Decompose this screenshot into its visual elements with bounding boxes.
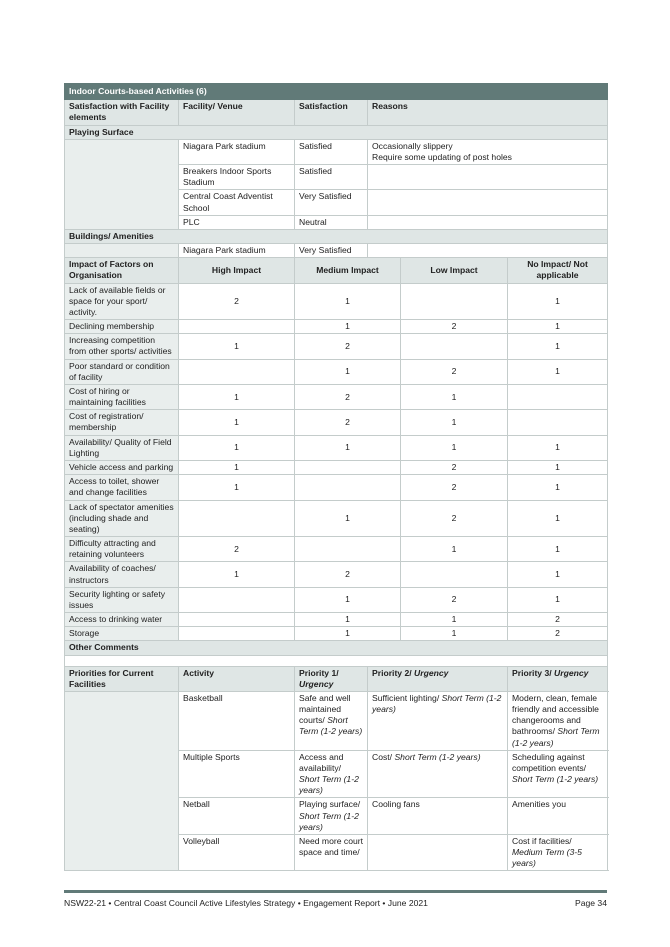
low-impact-count: 1	[401, 627, 508, 641]
impact-factor: Cost of registration/ membership	[65, 410, 179, 435]
no-impact-count: 1	[508, 460, 608, 474]
medium-impact-count: 1	[295, 627, 401, 641]
satisfaction-value: Very Satisfied	[295, 190, 368, 215]
blank-label-cell	[65, 139, 179, 229]
blank-label-cell	[65, 244, 179, 258]
impact-factor: Lack of spectator amenities (including shade and seating)	[65, 500, 179, 537]
medium-impact-count: 2	[295, 384, 401, 409]
no-impact-count: 1	[508, 359, 608, 384]
high-impact-count: 1	[179, 435, 295, 460]
low-impact-count: 1	[401, 537, 508, 562]
no-impact-count: 1	[508, 283, 608, 320]
high-impact-count	[179, 613, 295, 627]
low-impact-count: 2	[401, 475, 508, 500]
impact-factor: Cost of hiring or maintaining facilities	[65, 384, 179, 409]
priority-1-text: Playing surface/	[299, 799, 361, 810]
priority-1-header-em: Urgency	[299, 678, 334, 689]
no-impact-count: 1	[508, 334, 608, 359]
low-impact-count: 1	[401, 613, 508, 627]
priority-2-header-em: Urgency	[414, 667, 449, 678]
medium-impact-count	[295, 460, 401, 474]
high-impact-count: 1	[179, 475, 295, 500]
low-impact-count: 2	[401, 359, 508, 384]
low-impact-count: 2	[401, 500, 508, 537]
table-title-row	[65, 84, 608, 100]
impact-row	[65, 460, 608, 474]
no-impact-count: 1	[508, 435, 608, 460]
satisfaction-level-header: Satisfaction	[295, 100, 368, 125]
no-impact-count: 1	[508, 500, 608, 537]
activity-name: Basketball	[179, 691, 295, 750]
activity-name: Volleyball	[179, 834, 295, 871]
impact-factor: Increasing competition from other sports/ activities	[65, 334, 179, 359]
buildings-row	[65, 229, 608, 243]
satisfaction-header-row	[65, 100, 608, 125]
spacer-row	[65, 655, 608, 666]
medium-impact-header: Medium Impact	[295, 258, 401, 283]
impact-factor: Vehicle access and parking	[65, 460, 179, 474]
priority-3-header-em: Urgency	[554, 667, 589, 678]
priority-1-header-text: Priority 1/	[299, 667, 339, 678]
impact-row	[65, 334, 608, 359]
venue-name: Breakers Indoor Sports Stadium	[179, 165, 295, 190]
priority-1-cell	[295, 798, 368, 835]
high-impact-count	[179, 359, 295, 384]
venue-name: PLC	[179, 215, 295, 229]
buildings-venue-row	[65, 244, 608, 258]
no-impact-count: 2	[508, 627, 608, 641]
venue-header: Facility/ Venue	[179, 100, 295, 125]
blank-label-cell	[65, 691, 179, 871]
impact-row	[65, 435, 608, 460]
priority-1-cell	[295, 834, 368, 871]
priority-3-header-text: Priority 3/	[512, 667, 555, 678]
high-impact-count: 1	[179, 410, 295, 435]
satisfaction-value: Very Satisfied	[295, 244, 368, 258]
impact-factor: Difficulty attracting and retaining volunteers	[65, 537, 179, 562]
high-impact-count: 2	[179, 283, 295, 320]
satisfaction-header: Satisfaction with Facility elements	[65, 100, 179, 125]
impact-factor: Access to drinking water	[65, 613, 179, 627]
buildings-label: Buildings/ Amenities	[65, 229, 608, 243]
high-impact-count: 1	[179, 562, 295, 587]
reasons-cell	[368, 244, 608, 258]
priority-2-cell	[368, 834, 508, 871]
no-impact-count: 1	[508, 475, 608, 500]
low-impact-count	[401, 334, 508, 359]
venue-name: Central Coast Adventist School	[179, 190, 295, 215]
reason-text: Require some updating of post holes	[372, 151, 512, 162]
impact-row	[65, 359, 608, 384]
impact-row	[65, 500, 608, 537]
no-impact-count: 1	[508, 562, 608, 587]
low-impact-count: 1	[401, 384, 508, 409]
impact-factor-header: Impact of Factors on Organisation	[65, 258, 179, 283]
medium-impact-count: 1	[295, 613, 401, 627]
priority-2-text: Cost/	[372, 751, 395, 762]
activity-name: Multiple Sports	[179, 750, 295, 798]
priority-3-text: Cost if facilities/	[512, 835, 572, 846]
satisfaction-value: Neutral	[295, 215, 368, 229]
high-impact-count	[179, 320, 295, 334]
report-sheet	[64, 83, 607, 871]
no-impact-count	[508, 410, 608, 435]
low-impact-count: 2	[401, 587, 508, 612]
impact-factor: Availability of coaches/ instructors	[65, 562, 179, 587]
priority-row	[65, 691, 608, 750]
low-impact-count: 1	[401, 410, 508, 435]
priority-2-term: Short Term (1-2 years)	[372, 692, 502, 715]
venue-name: Niagara Park stadium	[179, 139, 295, 164]
low-impact-count: 1	[401, 435, 508, 460]
priority-3-cell	[508, 798, 608, 835]
impact-factor: Lack of available fields or space for your sport/ activity.	[65, 283, 179, 320]
no-impact-count	[508, 384, 608, 409]
reasons-cell	[368, 190, 608, 215]
reason-text: Occasionally slippery	[372, 140, 453, 151]
priorities-header-row	[65, 666, 608, 691]
indoor-courts-table	[64, 83, 608, 871]
high-impact-count: 2	[179, 537, 295, 562]
priority-1-text: Need more court space and time/	[299, 835, 364, 858]
priority-2-header	[368, 666, 508, 691]
medium-impact-count	[295, 475, 401, 500]
venue-name: Niagara Park stadium	[179, 244, 295, 258]
priority-2-term: Short Term (1-2 years)	[394, 751, 481, 762]
priority-2-cell	[368, 691, 508, 750]
priority-3-header	[508, 666, 608, 691]
high-impact-count	[179, 500, 295, 537]
high-impact-count: 1	[179, 334, 295, 359]
low-impact-count	[401, 283, 508, 320]
medium-impact-count: 1	[295, 359, 401, 384]
medium-impact-count: 2	[295, 562, 401, 587]
priority-3-term: Medium Term (3-5 years)	[512, 847, 582, 869]
low-impact-count	[401, 562, 508, 587]
priority-3-term: Short Term (1-2 years)	[512, 774, 599, 785]
priority-3-cell	[508, 691, 608, 750]
priority-1-text: Access and availability/	[299, 751, 344, 773]
priority-3-text: Scheduling against competition events/	[512, 751, 587, 773]
satisfaction-value: Satisfied	[295, 139, 368, 164]
priority-1-term: Short Term (1-2 years)	[299, 774, 359, 796]
high-impact-header: High Impact	[179, 258, 295, 283]
page-footer	[64, 890, 607, 909]
activity-header: Activity	[179, 666, 295, 691]
no-impact-count: 1	[508, 537, 608, 562]
impact-factor: Access to toilet, shower and change facilities	[65, 475, 179, 500]
playing-surface-row	[65, 125, 608, 139]
impact-row	[65, 562, 608, 587]
impact-row	[65, 613, 608, 627]
priority-2-text: Sufficient lighting/	[372, 692, 442, 703]
impact-row	[65, 475, 608, 500]
low-impact-count: 2	[401, 460, 508, 474]
medium-impact-count: 1	[295, 320, 401, 334]
priority-1-header	[295, 666, 368, 691]
medium-impact-count: 1	[295, 283, 401, 320]
priority-2-cell	[368, 798, 508, 835]
priority-1-text: Safe and well maintained courts/	[299, 692, 351, 726]
impact-factor: Storage	[65, 627, 179, 641]
no-impact-header: No Impact/ Not applicable	[508, 258, 608, 283]
medium-impact-count: 2	[295, 410, 401, 435]
reasons-cell	[368, 215, 608, 229]
reasons-header: Reasons	[368, 100, 608, 125]
impact-factor: Declining membership	[65, 320, 179, 334]
activity-name: Netball	[179, 798, 295, 835]
priority-3-cell	[508, 750, 608, 798]
impact-header-row	[65, 258, 608, 283]
medium-impact-count: 2	[295, 334, 401, 359]
high-impact-count: 1	[179, 460, 295, 474]
reasons-cell	[368, 165, 608, 190]
impact-factor: Security lighting or safety issues	[65, 587, 179, 612]
high-impact-count	[179, 587, 295, 612]
no-impact-count: 1	[508, 320, 608, 334]
priority-3-cell	[508, 834, 608, 871]
priority-1-term: Short Term (1-2 years)	[299, 810, 359, 832]
priority-2-header-text: Priority 2/	[372, 667, 415, 678]
high-impact-count	[179, 627, 295, 641]
impact-row	[65, 384, 608, 409]
playing-surface-label: Playing Surface	[65, 125, 608, 139]
priority-3-text: Amenities you	[512, 799, 566, 810]
other-comments-row	[65, 641, 608, 655]
priority-2-cell	[368, 750, 508, 798]
priority-3-text: Modern, clean, female friendly and accessible changerooms and bathrooms/	[512, 692, 599, 737]
table-title: Indoor Courts-based Activities (6)	[65, 84, 608, 100]
spacer-cell	[65, 655, 608, 666]
impact-row	[65, 320, 608, 334]
low-impact-header: Low Impact	[401, 258, 508, 283]
priority-1-cell	[295, 750, 368, 798]
playing-surface-venue-row	[65, 139, 608, 164]
low-impact-count: 2	[401, 320, 508, 334]
priority-1-cell	[295, 691, 368, 750]
priority-1-term: Short Term (1-2 years)	[299, 715, 363, 737]
impact-row	[65, 283, 608, 320]
impact-row	[65, 627, 608, 641]
impact-factor: Availability/ Quality of Field Lighting	[65, 435, 179, 460]
footer-text: NSW22-21 • Central Coast Council Active Lifestyles Strategy • Engagement Report • June 2021	[64, 898, 428, 908]
priorities-header: Priorities for Current Facilities	[65, 666, 179, 691]
medium-impact-count: 1	[295, 587, 401, 612]
medium-impact-count: 1	[295, 500, 401, 537]
no-impact-count: 1	[508, 587, 608, 612]
impact-factor: Poor standard or condition of facility	[65, 359, 179, 384]
page-number: Page 34	[574, 898, 607, 908]
impact-row	[65, 410, 608, 435]
priority-2-text: Cooling fans	[372, 799, 420, 810]
priority-3-term: Short Term (1-2 years)	[512, 726, 600, 748]
medium-impact-count: 1	[295, 435, 401, 460]
no-impact-count: 2	[508, 613, 608, 627]
impact-row	[65, 537, 608, 562]
satisfaction-value: Satisfied	[295, 165, 368, 190]
high-impact-count: 1	[179, 384, 295, 409]
reasons-cell	[368, 139, 608, 164]
other-comments-label: Other Comments	[65, 641, 608, 655]
medium-impact-count	[295, 537, 401, 562]
impact-row	[65, 587, 608, 612]
